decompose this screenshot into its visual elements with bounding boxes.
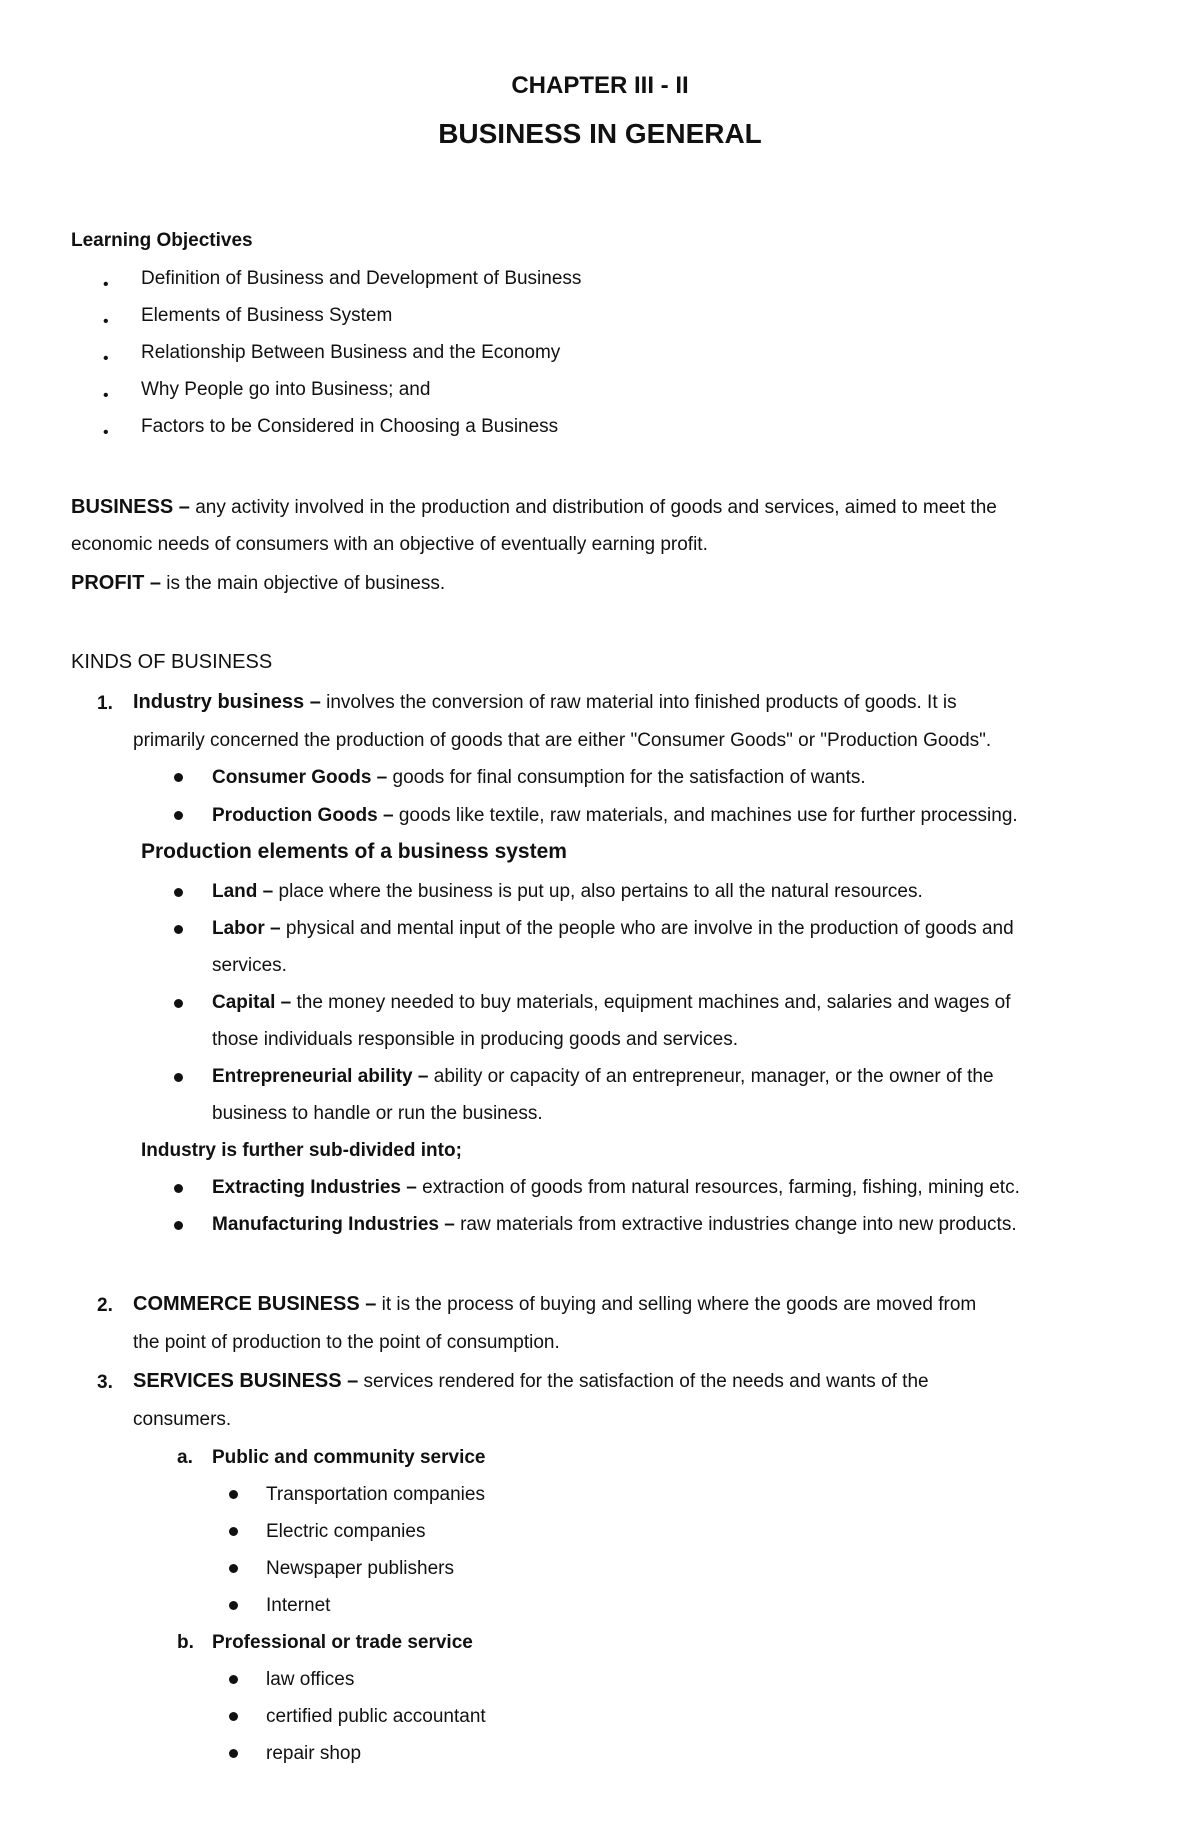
goods-text: goods for final consumption for the satisfaction of wants. [387,767,866,788]
services-text-cont: consumers. [133,1409,232,1430]
bullet-icon [174,1221,183,1230]
element-term: Entrepreneurial ability – [212,1066,429,1087]
element-term: Labor – [212,918,281,939]
element-item-entrepreneurial [212,1066,994,1088]
bullet-icon [229,1675,238,1684]
list-item: certified public accountant [266,1706,486,1727]
list-letter: a. [177,1447,193,1468]
element-item-capital [212,992,1010,1014]
business-definition [71,496,997,519]
chapter-label: CHAPTER III - II [511,72,689,99]
bullet-icon [174,1073,183,1082]
list-item: Newspaper publishers [266,1558,454,1579]
business-term: BUSINESS – [71,496,190,518]
list-item: repair shop [266,1743,362,1764]
objectives-heading: Learning Objectives [71,230,253,251]
services-business [133,1370,929,1393]
bullet-icon [229,1490,238,1499]
bullet-icon [174,773,183,782]
list-item: Electric companies [266,1521,426,1542]
commerce-text: it is the process of buying and selling where the goods are moved from [376,1294,977,1315]
page-title: BUSINESS IN GENERAL [438,118,762,149]
business-definition-cont: economic needs of consumers with an objective of eventually earning profit. [71,534,708,555]
element-term: Capital – [212,992,292,1013]
element-term: Land – [212,881,274,902]
element-text-cont: services. [212,955,287,976]
goods-item [212,767,866,789]
bullet-icon [229,1601,238,1610]
public-service-heading: Public and community service [212,1447,486,1468]
objective-item: Why People go into Business; and [141,379,431,400]
list-letter: b. [177,1632,194,1653]
list-item: Internet [266,1595,331,1616]
bullet-icon [229,1749,238,1758]
bullet-icon: • [103,313,109,330]
commerce-term: COMMERCE BUSINESS – [133,1293,377,1315]
objective-item: Factors to be Considered in Choosing a Business [141,416,559,437]
element-item-labor [212,918,1014,940]
bullet-icon [229,1564,238,1573]
element-item-land [212,881,923,903]
bullet-icon [174,925,183,934]
industry-text-cont: primarily concerned the production of goods that are either "Consumer Goods" or "Production Goods". [133,730,992,751]
list-number: 2. [97,1295,113,1316]
goods-text: goods like textile, raw materials, and machines use for further processing. [393,805,1018,826]
bullet-icon [174,888,183,897]
bullet-icon [229,1712,238,1721]
objective-item: Definition of Business and Development of Business [141,268,582,289]
subdivision-text: raw materials from extractive industries change into new products. [454,1214,1017,1235]
bullet-icon: • [103,387,109,404]
element-text: place where the business is put up, also pertains to all the natural resources. [273,881,923,902]
bullet-icon [174,999,183,1008]
subdivision-term: Manufacturing Industries – [212,1214,455,1235]
commerce-text-cont: the point of production to the point of consumption. [133,1332,560,1353]
list-item: Transportation companies [266,1484,485,1505]
subdivision-text: extraction of goods from natural resources, farming, fishing, mining etc. [416,1177,1020,1198]
bullet-icon [174,1184,183,1193]
elements-heading: Production elements of a business system [141,840,567,863]
kinds-heading: KINDS OF BUSINESS [71,651,273,673]
industry-term: Industry business – [133,691,321,713]
bullet-icon: • [103,350,109,367]
profit-term: PROFIT – [71,572,162,594]
goods-item [212,805,1018,827]
bullet-icon: • [103,276,109,293]
goods-term: Production Goods – [212,805,394,826]
goods-term: Consumer Goods – [212,767,388,788]
bullet-icon: • [103,424,109,441]
industry-business [133,691,957,714]
bullet-icon [174,811,183,820]
subdivision-term: Extracting Industries – [212,1177,417,1198]
industry-text: involves the conversion of raw material into finished products of goods. It is [320,692,957,713]
element-text: ability or capacity of an entrepreneur, manager, or the owner of the [428,1066,994,1087]
services-term: SERVICES BUSINESS – [133,1370,359,1392]
commerce-business [133,1293,976,1316]
list-item: law offices [266,1669,355,1690]
objective-item: Elements of Business System [141,305,393,326]
subdivision-item [212,1177,1020,1199]
professional-service-heading: Professional or trade service [212,1632,473,1653]
business-text: any activity involved in the production and distribution of goods and services, aimed to meet the [189,497,997,518]
profit-text: is the main objective of business. [161,573,446,594]
list-number: 1. [97,693,113,714]
element-text-cont: those individuals responsible in producing goods and services. [212,1029,738,1050]
element-text: physical and mental input of the people who are involve in the production of goods and [280,918,1014,939]
services-text: services rendered for the satisfaction of the needs and wants of the [358,1371,929,1392]
bullet-icon [229,1527,238,1536]
element-text: the money needed to buy materials, equipment machines and, salaries and wages of [291,992,1011,1013]
profit-definition [71,572,445,595]
subdivided-heading: Industry is further sub-divided into; [141,1140,462,1161]
objective-item: Relationship Between Business and the Economy [141,342,561,363]
list-number: 3. [97,1372,113,1393]
subdivision-item [212,1214,1017,1236]
element-text-cont: business to handle or run the business. [212,1103,543,1124]
